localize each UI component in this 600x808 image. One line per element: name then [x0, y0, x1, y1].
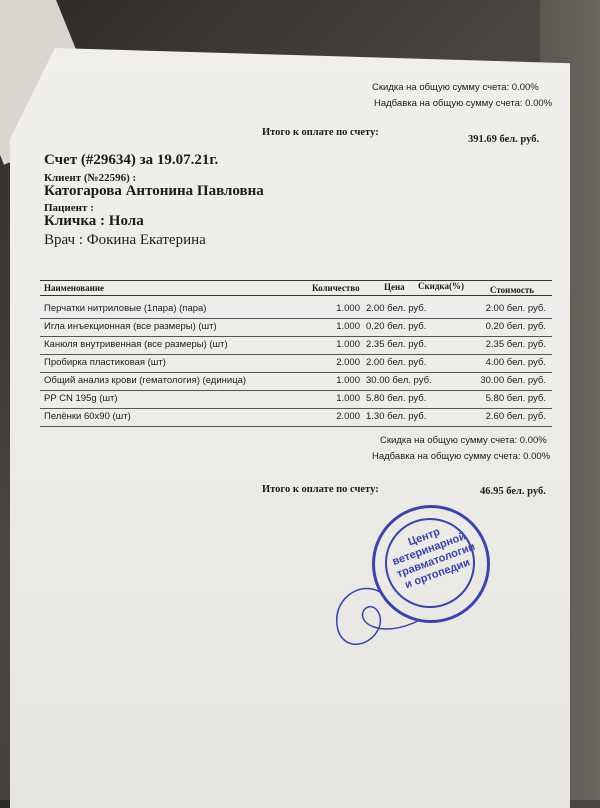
row-divider: [40, 318, 552, 319]
row-qty: 1.000: [336, 339, 360, 350]
row-price: 2.35 бел. руб.: [366, 339, 427, 350]
invoice-title: Счет (#29634) за 19.07.21г.: [44, 152, 219, 168]
row-name: Игла инъекционная (все размеры) (шт): [44, 321, 217, 332]
col-header-price: Цена: [384, 282, 405, 292]
row-name: Общий анализ крови (гематология) (единица): [44, 375, 247, 386]
row-cost: 30.00 бел. руб.: [480, 375, 546, 386]
row-name: Пробирка пластиковая (шт): [44, 357, 166, 368]
row-price: 2.00 бел. руб.: [366, 303, 427, 314]
row-cost: 0.20 бел. руб.: [485, 321, 546, 332]
row-name: Перчатки нитриловые (1пара) (пара): [44, 303, 207, 314]
footer-discount: Скидка на общую сумму счета: 0.00%: [380, 435, 547, 446]
row-divider: [40, 408, 552, 409]
footer-markup: Надбавка на общую сумму счета: 0.00%: [372, 451, 551, 462]
footer-total-label: Итого к оплате по счету:: [262, 484, 379, 495]
doctor-name: Врач : Фокина Екатерина: [44, 232, 206, 248]
row-qty: 1.000: [336, 375, 360, 386]
row-divider: [40, 390, 552, 391]
col-header-discount: Скидка(%): [418, 281, 464, 291]
col-header-qty: Количество: [312, 283, 360, 293]
row-qty: 1.000: [336, 303, 360, 314]
top-discount: Скидка на общую сумму счета: 0.00%: [372, 82, 539, 93]
row-qty: 1.000: [336, 321, 360, 332]
patient-nickname: Кличка : Нола: [44, 213, 144, 229]
row-qty: 2.000: [336, 411, 360, 422]
row-qty: 2.000: [336, 357, 360, 368]
footer-total-value: 46.95 бел. руб.: [480, 486, 546, 497]
row-cost: 5.80 бел. руб.: [485, 393, 546, 404]
row-cost: 2.00 бел. руб.: [485, 303, 546, 314]
row-cost: 2.60 бел. руб.: [485, 411, 546, 422]
row-price: 2.00 бел. руб.: [366, 357, 427, 368]
patient-label: Пациент :: [44, 202, 94, 214]
row-cost: 2.35 бел. руб.: [485, 339, 546, 350]
row-price: 30.00 бел. руб.: [366, 375, 432, 386]
table-header: [40, 280, 552, 296]
row-price: 5.80 бел. руб.: [366, 393, 427, 404]
row-name: Канюля внутривенная (все размеры) (шт): [44, 339, 228, 350]
col-header-name: Наименование: [44, 283, 104, 293]
row-divider: [40, 354, 552, 355]
client-label: Клиент (№22596) :: [44, 172, 137, 184]
stamp-text: Центр ветеринарной травматологии и ортопедии: [390, 525, 477, 592]
row-price: 0.20 бел. руб.: [366, 321, 427, 332]
row-divider: [40, 336, 552, 337]
row-divider: [40, 426, 552, 427]
row-price: 1.30 бел. руб.: [366, 411, 427, 422]
top-total-label: Итого к оплате по счету:: [262, 127, 379, 138]
row-cost: 4.00 бел. руб.: [485, 357, 546, 368]
row-name: PP CN 195g (шт): [44, 393, 118, 404]
row-qty: 1.000: [336, 393, 360, 404]
row-name: Пелёнки 60x90 (шт): [44, 411, 131, 422]
signature-icon: [320, 570, 430, 660]
top-markup: Надбавка на общую сумму счета: 0.00%: [374, 98, 553, 109]
row-divider: [40, 372, 552, 373]
client-name: Катогарова Антонина Павловна: [44, 183, 264, 199]
col-header-cost: Стоимость: [490, 285, 535, 295]
top-total-value: 391.69 бел. руб.: [468, 134, 540, 145]
